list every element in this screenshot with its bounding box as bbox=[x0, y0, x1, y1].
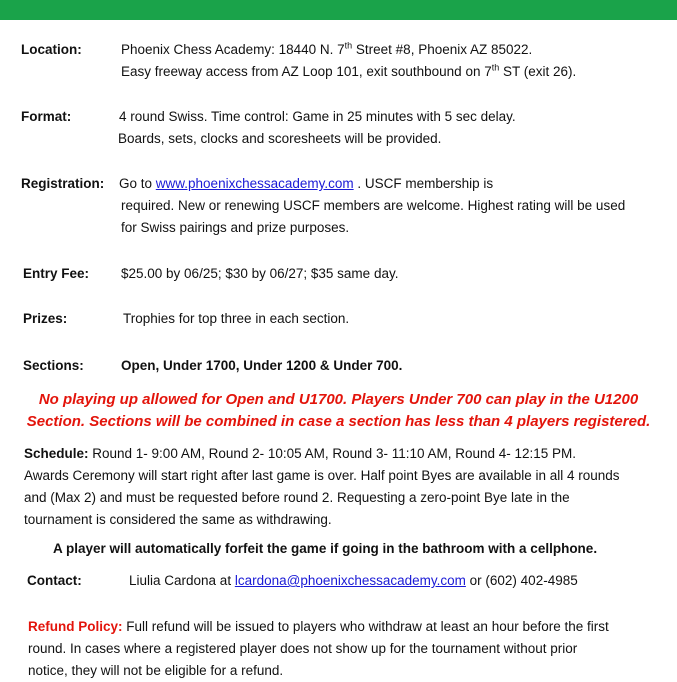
notice-line-1: No playing up allowed for Open and U1700. Players Under 700 can play in the U1200 bbox=[38, 391, 639, 408]
refund-line-1: Refund Policy: Full refund will be issued to players who withdraw at least an hour before the first bbox=[28, 619, 609, 634]
schedule-line-3: and (Max 2) and must be requested before round 2. Requesting a zero-point Bye late in the bbox=[24, 490, 570, 505]
schedule-line-2: Awards Ceremony will start right after last game is over. Half point Byes are available in all 4 rounds bbox=[24, 468, 620, 483]
location-line-2: Easy freeway access from AZ Loop 101, exit southbound on 7th ST (exit 26). bbox=[121, 62, 577, 79]
format-line-2: Boards, sets, clocks and scoresheets will be provided. bbox=[118, 131, 442, 146]
registration-line-1: Go to www.phoenixchessacademy.com . USCF membership is bbox=[119, 176, 494, 191]
location-label: Location: bbox=[21, 42, 82, 57]
contact-email-link[interactable]: lcardona@phoenixchessacademy.com bbox=[234, 573, 466, 588]
forfeit-notice: A player will automatically forfeit the game if going in the bathroom with a cellphone. bbox=[53, 541, 598, 556]
prizes-text: Trophies for top three in each section. bbox=[123, 311, 350, 326]
schedule-label: Schedule: bbox=[24, 446, 89, 461]
top-green-bar bbox=[0, 0, 677, 20]
registration-link[interactable]: www.phoenixchessacademy.com bbox=[155, 176, 354, 191]
contact-label: Contact: bbox=[27, 573, 82, 588]
schedule-line-4: tournament is considered the same as withdrawing. bbox=[24, 512, 332, 527]
refund-label: Refund Policy: bbox=[28, 619, 123, 634]
schedule-line-1: Schedule: Round 1- 9:00 AM, Round 2- 10:05 AM, Round 3- 11:10 AM, Round 4- 12:15 PM. bbox=[24, 446, 577, 461]
location-line-1: Phoenix Chess Academy: 18440 N. 7th Street #8, Phoenix AZ 85022. bbox=[121, 40, 533, 57]
registration-line-3: for Swiss pairings and prize purposes. bbox=[121, 220, 350, 235]
notice-line-2: Section. Sections will be combined in case a section has less than 4 players registered. bbox=[26, 413, 651, 430]
refund-line-2: round. In cases where a registered player does not show up for the tournament without prior bbox=[28, 641, 578, 656]
entry-fee-text: $25.00 by 06/25; $30 by 06/27; $35 same day. bbox=[121, 266, 399, 281]
format-line-1: 4 round Swiss. Time control: Game in 25 minutes with 5 sec delay. bbox=[119, 109, 516, 124]
sections-label: Sections: bbox=[23, 358, 84, 373]
entry-fee-label: Entry Fee: bbox=[23, 266, 90, 281]
registration-line-2: required. New or renewing USCF members are welcome. Highest rating will be used bbox=[121, 198, 626, 213]
sections-text: Open, Under 1700, Under 1200 & Under 700. bbox=[121, 358, 403, 373]
prizes-label: Prizes: bbox=[23, 311, 68, 326]
format-label: Format: bbox=[21, 109, 72, 124]
refund-line-3: notice, they will not be eligible for a refund. bbox=[28, 663, 284, 678]
contact-text: Liulia Cardona at lcardona@phoenixchessacademy.com or (602) 402-4985 bbox=[129, 573, 578, 588]
registration-label: Registration: bbox=[21, 176, 105, 191]
